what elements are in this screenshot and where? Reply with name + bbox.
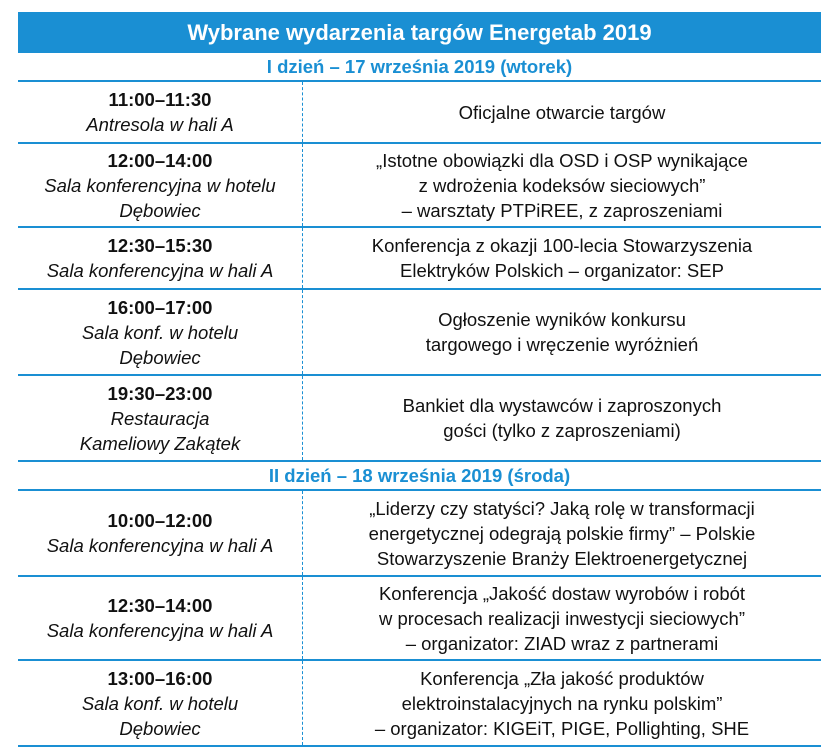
event-when-where [18,491,303,575]
event-time: 13:00–16:00 [107,667,213,689]
event-description-line: z wdrożenia kodeksów sieciowych” [418,174,706,196]
day-heading: II dzień – 18 września 2019 (środa) [18,462,821,491]
event-when-where [18,144,303,226]
event-description-line: gości (tylko z zaproszeniami) [443,420,681,441]
event-when-where [18,577,303,659]
event-place-line: Antresola w hali A [86,114,234,135]
event-place-line: Dębowiec [119,717,201,739]
event-description-line: – organizator: KIGEiT, PIGE, Pollighting, SHE [374,717,750,739]
event-place-line: Kameliowy Zakątek [79,432,241,454]
event-description-line: Konferencja „Jakość dostaw wyrobów i robót [378,582,746,604]
event-description [303,491,821,575]
event-description-line: elektroinstalacyjnych na rynku polskim” [401,692,723,714]
event-description-line: – organizator: ZIAD wraz z partnerami [405,632,719,654]
event-description-line: Konferencja „Zła jakość produktów [420,667,704,689]
event-description-line: targowego i wręczenie wyróżnień [425,334,699,355]
event-description [303,376,821,460]
event-row [18,144,821,228]
event-when-where [18,376,303,460]
event-place-line: Dębowiec [119,199,201,221]
event-description-line: energetycznej odegrają polskie firmy” – Polskie [368,522,756,544]
event-description-line: Bankiet dla wystawców i zaproszonych [402,395,722,416]
event-description-line: Ogłoszenie wyników konkursu [438,309,686,330]
event-row [18,290,821,376]
event-time: 12:00–14:00 [107,149,213,171]
event-place-line: Sala konf. w hotelu [81,321,239,343]
event-row [18,228,821,290]
days-container [18,53,821,747]
event-description-line: Stowarzyszenie Branży Elektroenergetycznej [376,547,748,569]
event-place-line: Sala konferencyjna w hotelu [44,174,276,196]
event-description [303,577,821,659]
event-description [303,82,821,142]
event-row [18,376,821,462]
event-time: 12:30–14:00 [107,595,213,616]
event-time: 16:00–17:00 [107,296,213,318]
event-row [18,82,821,144]
event-time: 12:30–15:30 [107,235,213,256]
event-description [303,661,821,745]
event-description-line: – warsztaty PTPiREE, z zaproszeniami [401,199,723,221]
event-row [18,661,821,747]
event-place-line: Restauracja [110,407,210,429]
event-description-line: Konferencja z okazji 100-lecia Stowarzyszenia [371,235,753,256]
table-title: Wybrane wydarzenia targów Energetab 2019 [18,12,821,53]
event-description-line: Oficjalne otwarcie targów [458,101,666,123]
event-when-where [18,228,303,288]
event-description-line: Elektryków Polskich – organizator: SEP [400,260,724,281]
event-when-where [18,290,303,374]
event-place-line: Dębowiec [119,346,201,368]
event-place-line: Sala konferencyjna w hali A [46,535,274,556]
event-place-line: Sala konf. w hotelu [81,692,239,714]
event-description [303,228,821,288]
event-time: 19:30–23:00 [107,382,213,404]
event-time: 11:00–11:30 [108,89,212,110]
event-row [18,491,821,577]
event-description [303,290,821,374]
event-place-line: Sala konferencyjna w hali A [46,260,274,281]
event-when-where [18,661,303,745]
event-description [303,144,821,226]
event-place-line: Sala konferencyjna w hali A [46,620,274,641]
event-row [18,577,821,661]
event-when-where [18,82,303,142]
event-time: 10:00–12:00 [107,510,213,531]
event-description-line: „Liderzy czy statyści? Jaką rolę w transformacji [369,497,755,519]
event-description-line: „Istotne obowiązki dla OSD i OSP wynikające [376,149,748,171]
events-table [18,12,821,747]
event-description-line: w procesach realizacji inwestycji sieciowych” [378,607,745,629]
day-heading: I dzień – 17 września 2019 (wtorek) [18,53,821,82]
